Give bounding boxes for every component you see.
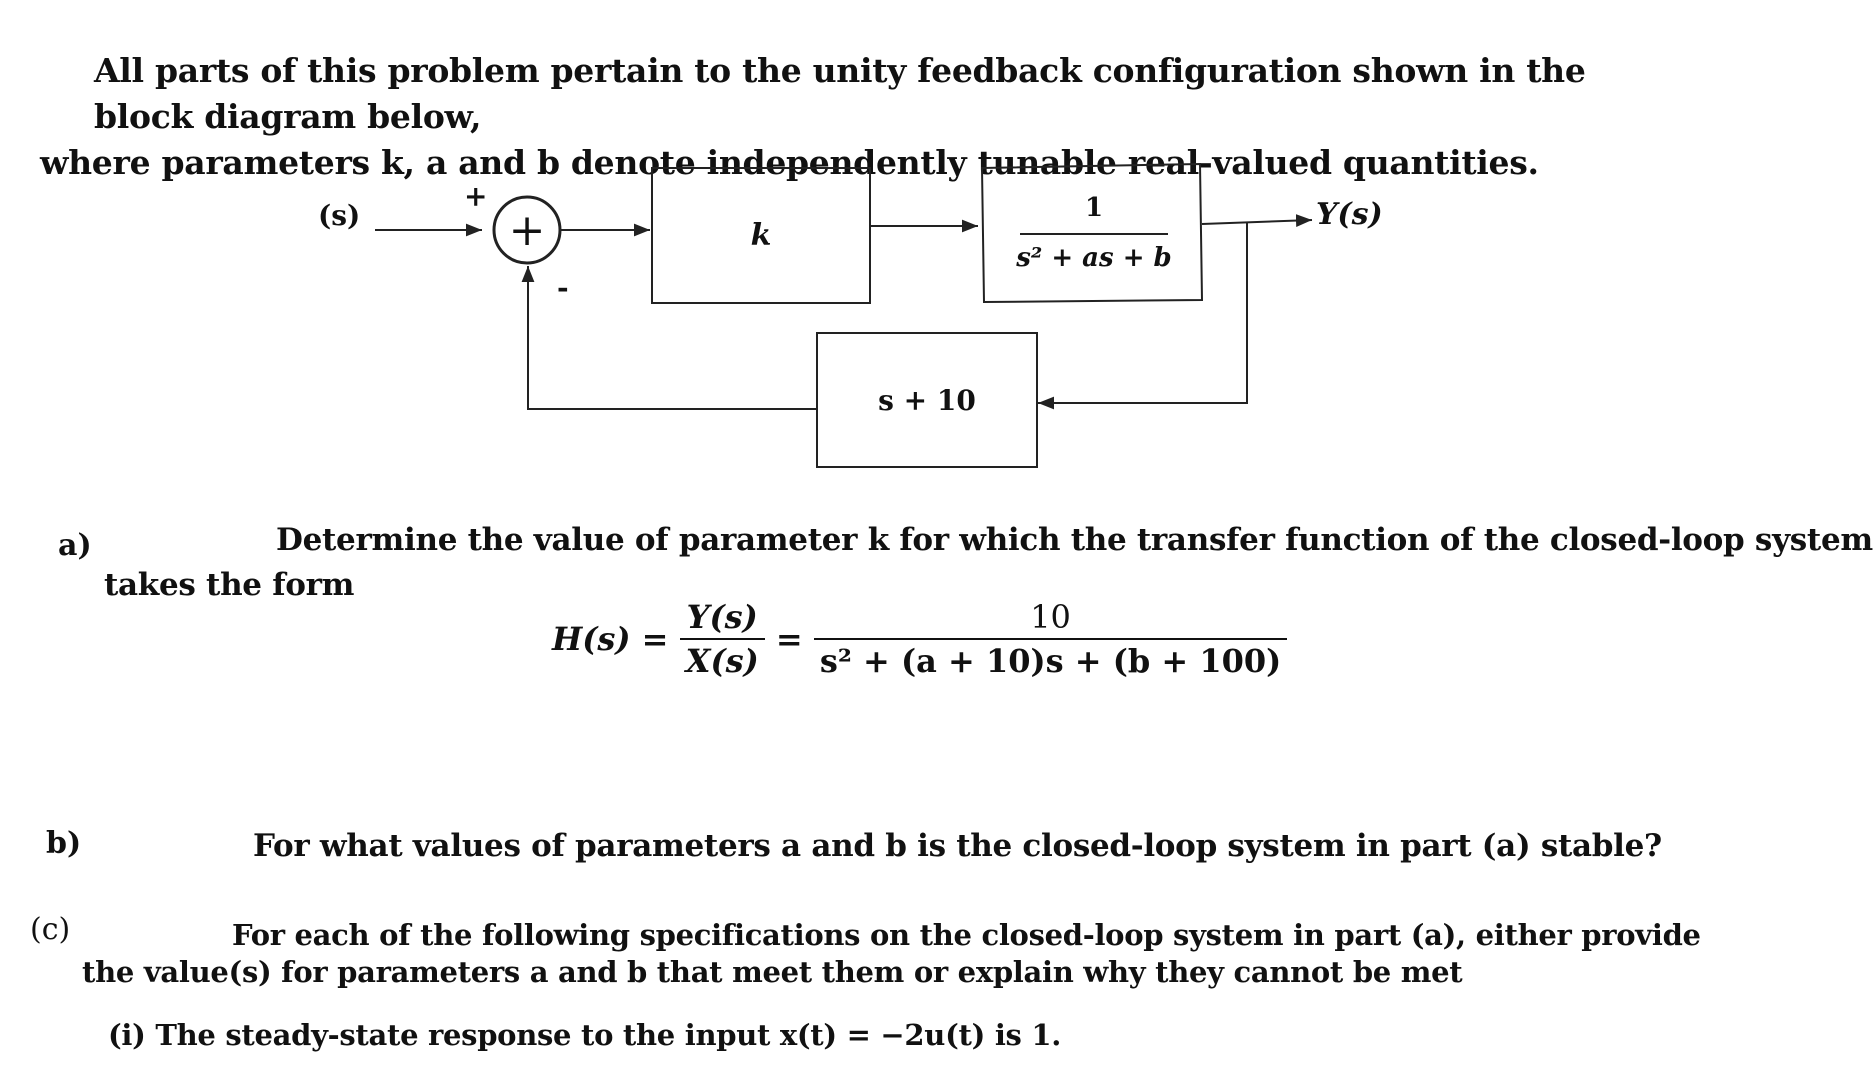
- formula-fraction-1: [680, 598, 765, 680]
- formula-fraction-2: [814, 598, 1287, 680]
- part-c-item-i: (i) The steady-state response to the input x(t) = −2u(t) is 1.: [108, 1018, 1062, 1052]
- formula-lhs: H(s) =: [552, 620, 669, 658]
- part-b-text: For what values of parameters a and b is the closed-loop system in part (a) stable?: [253, 828, 1662, 864]
- intro-line-2: where parameters k, a and b denote independently tunable real-valued quantities.: [40, 143, 1539, 182]
- formula-numerator-2: 10: [814, 598, 1287, 640]
- minus-sign: -: [557, 271, 569, 304]
- plus-sign: +: [464, 180, 488, 213]
- formula-numerator-1: Y(s): [680, 598, 765, 640]
- part-c-text-line-1: For each of the following specifications on the closed-loop system in part (a), either provide: [232, 918, 1701, 952]
- formula-denominator-1: X(s): [685, 642, 759, 680]
- part-a-label: a): [58, 528, 92, 563]
- input-label: (s): [318, 199, 361, 232]
- formula-equals: =: [775, 620, 803, 658]
- feedback-return-line: [528, 266, 817, 409]
- output-label: Y(s): [1316, 197, 1383, 232]
- part-c-text-line-2: the value(s) for parameters a and b that meet them or explain why they cannot be met: [82, 955, 1463, 989]
- part-a-text-line-2: takes the form: [104, 567, 355, 603]
- gain-block-label: k: [750, 218, 772, 253]
- feedback-block-label: s + 10: [878, 384, 976, 417]
- summer-symbol: +: [508, 205, 546, 256]
- formula-denominator-2: s² + (a + 10)s + (b + 100): [819, 642, 1282, 680]
- output-arrow: [1202, 220, 1312, 224]
- intro-line-1: All parts of this problem pertain to the unity feedback configuration shown in the block diagram below,: [94, 51, 1586, 136]
- transfer-function-formula: [552, 598, 1287, 680]
- plant-denominator: s² + as + b: [1016, 243, 1172, 273]
- part-b-label: b): [46, 826, 82, 861]
- part-a-text-line-1: Determine the value of parameter k for which the transfer function of the closed-loop system: [276, 522, 1873, 558]
- part-c-label: (c): [30, 912, 71, 947]
- plant-numerator: 1: [1084, 193, 1104, 223]
